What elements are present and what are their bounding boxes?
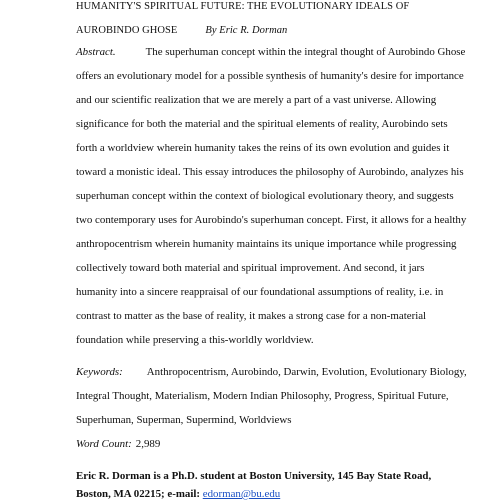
- author-note-address: Boston, MA 02215; e-mail:: [76, 488, 203, 500]
- abstract-first-line: [76, 45, 465, 59]
- abstract-line: significance for both the material and the spiritual elements of reality, Aurobindo sets: [76, 118, 448, 130]
- email-link[interactable]: edorman@bu.edu: [202, 488, 281, 500]
- keywords-line: Integral Thought, Materialism, Modern Indian Philosophy, Progress, Spiritual Future,: [76, 390, 449, 402]
- abstract-label: Abstract.: [76, 46, 116, 58]
- abstract-line: contrast to matter as the base of reality, it makes a strong case for a non-material: [76, 310, 427, 322]
- abstract-line: anthropocentrism wherein humanity maintains its unique importance while progressing: [76, 238, 457, 250]
- byline: By Eric R. Dorman: [205, 25, 288, 36]
- author-note-line-2: [76, 487, 280, 501]
- abstract-line: The superhuman concept within the integral thought of Aurobindo Ghose: [145, 46, 466, 58]
- author-note-line-1: Eric R. Dorman is a Ph.D. student at Boston University, 145 Bay State Road,: [76, 470, 432, 482]
- paper-title-line-2: [76, 24, 287, 38]
- word-count-label: Word Count:: [76, 438, 132, 450]
- abstract-line: two contemporary uses for Aurobindo's superhuman concept. First, it allows for a healthy: [76, 214, 467, 226]
- keywords-line: Superhuman, Superman, Supermind, Worldviews: [76, 414, 292, 426]
- keywords-label: Keywords:: [76, 366, 123, 378]
- abstract-line: collectively toward both material and spiritual improvement. And second, it jars: [76, 262, 425, 274]
- abstract-line: and our scientific realization that we are merely a part of a vast universe. Allowing: [76, 94, 437, 106]
- keywords-line: Anthropocentrism, Aurobindo, Darwin, Evolution, Evolutionary Biology,: [146, 366, 467, 378]
- abstract-line: toward a monistic ideal. This essay introduces the philosophy of Aurobindo, analyzes his: [76, 166, 464, 178]
- word-count: [76, 437, 160, 451]
- paper-title-line-2-text: AUROBINDO GHOSE: [76, 25, 178, 36]
- word-count-value: 2,989: [135, 438, 161, 450]
- abstract-line: forth a worldview wherein humanity takes the reins of its own evolution and guides it: [76, 142, 450, 154]
- abstract-line: superhuman concept within the context of biological evolutionary theory, and suggests: [76, 190, 454, 202]
- abstract-line: offers an evolutionary model for a possible synthesis of humanity's desire for importance: [76, 70, 464, 82]
- abstract-line: foundation while preserving a this-worldly worldview.: [76, 334, 314, 346]
- abstract-line: humanity into a sincere reappraisal of our foundational assumptions of reality, i.e. in: [76, 286, 444, 298]
- keywords-first-line: [76, 365, 467, 379]
- paper-title-line-1: HUMANITY'S SPIRITUAL FUTURE: THE EVOLUTIONARY IDEALS OF: [76, 1, 410, 12]
